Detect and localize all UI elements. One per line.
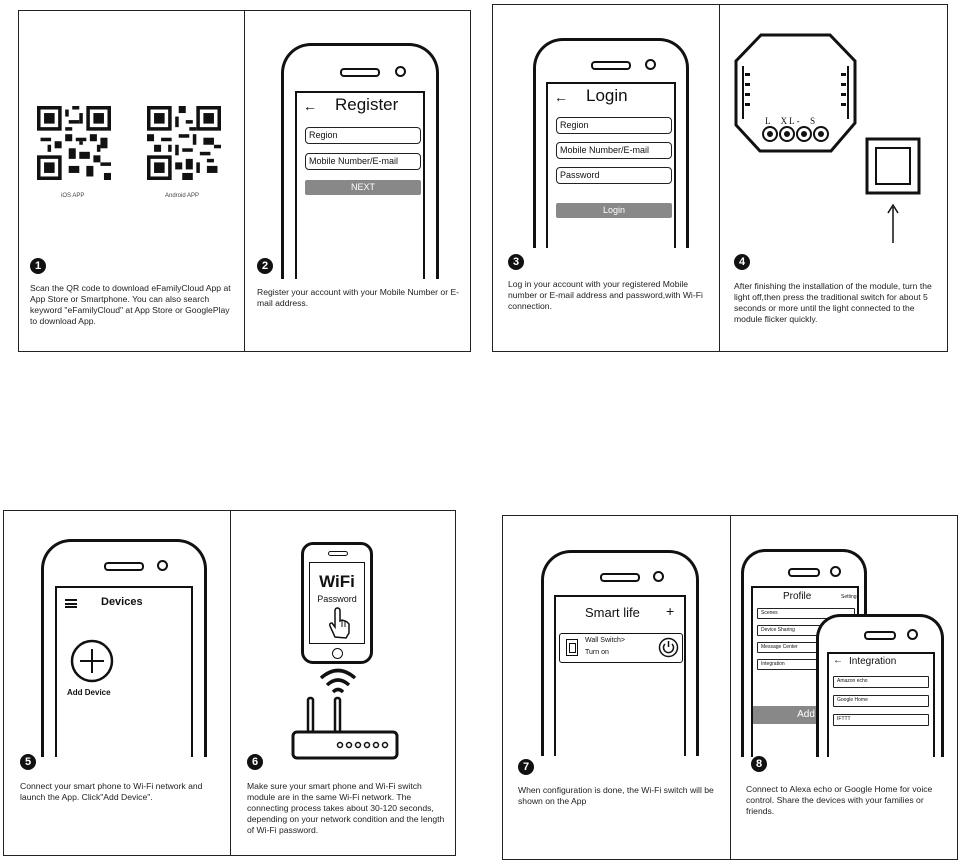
home-button (332, 648, 343, 659)
smart-life-title: Smart life (585, 605, 640, 620)
next-button[interactable]: NEXT (305, 180, 421, 195)
integration-item-google-home[interactable]: Google Home (833, 695, 929, 707)
step-number-7: 7 (518, 759, 534, 775)
step-4-text: After finishing the installation of the module, turn the light off,then press the traditional switch for about 5 seconds or more until the light connected to the module flicker quickly. (734, 281, 932, 324)
step-number-5: 5 (20, 754, 36, 770)
step-number-4: 4 (734, 254, 750, 270)
add-button[interactable]: Add (753, 706, 859, 724)
instruction-sheet-b (492, 4, 948, 352)
phone-devices (41, 539, 207, 757)
register-title: Register (335, 95, 399, 114)
password-label: Password (317, 594, 357, 604)
step-number-6: 6 (247, 754, 263, 770)
register-screen (295, 91, 425, 279)
back-arrow-icon[interactable]: ← (303, 98, 317, 114)
phone-speaker (600, 573, 640, 582)
step-5-text: Connect your smart phone to Wi-Fi network and launch the App. Click"Add Device". (20, 781, 203, 802)
instruction-sheet-c (3, 510, 456, 856)
phone-camera (907, 629, 918, 640)
device-state: Turn on (585, 649, 609, 656)
integration-title: Integration (849, 656, 897, 667)
step-1-text: Scan the QR code to download eFamilyCloud App at App Store or Smartphone. You can also search keyword "eFamilyCloud" at App Store or GooglePlay to download App. (30, 283, 231, 326)
terminal-labels: L XL- S (765, 116, 818, 126)
phone-integration (816, 614, 944, 757)
phone-speaker (788, 568, 820, 577)
password-field[interactable]: Password (556, 167, 672, 184)
wifi-label: WiFi (319, 572, 355, 591)
region-field[interactable]: Region (556, 117, 672, 134)
add-plus-icon[interactable]: + (666, 603, 675, 619)
phone-camera (830, 566, 841, 577)
wifi-signal-icon (317, 666, 359, 696)
step-7-text: When configuration is done, the Wi-Fi switch will be shown on the App (518, 785, 714, 806)
ios-qr-code (37, 106, 111, 180)
phone-speaker (104, 562, 144, 571)
power-icon[interactable] (658, 637, 679, 658)
tap-hand-icon (326, 607, 352, 641)
login-screen (546, 82, 676, 248)
phone-camera (157, 560, 168, 571)
region-field[interactable]: Region (305, 127, 421, 144)
login-title: Login (586, 86, 628, 105)
integration-item-ifttt[interactable]: IFTTT (833, 714, 929, 726)
phone-speaker (864, 631, 896, 640)
panel-divider (230, 511, 231, 855)
panel-divider (244, 11, 245, 351)
phone-camera (395, 66, 406, 77)
devices-screen (55, 586, 193, 757)
step-2-text: Register your account with your Mobile Number or E-mail address. (257, 287, 460, 308)
step-number-2: 2 (257, 258, 273, 274)
panel-divider (719, 5, 720, 351)
integration-screen (827, 652, 935, 757)
phone-login (533, 38, 689, 248)
switch-module-illustration (733, 31, 858, 156)
step-number-3: 3 (508, 254, 524, 270)
step-number-1: 1 (30, 258, 46, 274)
back-arrow-icon[interactable]: ← (833, 655, 843, 666)
ios-app-caption: iOS APP (61, 193, 85, 199)
profile-item-integration[interactable]: Integration (757, 659, 855, 670)
panel-divider (730, 516, 731, 859)
step-3-text: Log in your account with your registered Mobile number or E-mail address and password,with Wi-Fi connection. (508, 279, 703, 311)
router-icon (290, 694, 400, 764)
mobile-email-field[interactable]: Mobile Number/E-mail (305, 153, 421, 170)
switch-device-icon (566, 639, 578, 656)
device-name: Wall Switch> (585, 637, 626, 644)
phone-speaker (591, 61, 631, 70)
mobile-email-field[interactable]: Mobile Number/E-mail (556, 142, 672, 159)
instruction-sheet-a (18, 10, 471, 352)
login-button[interactable]: Login (556, 203, 672, 218)
wifi-phone-screen (309, 562, 365, 644)
phone-register (281, 43, 439, 279)
profile-item-scenes[interactable]: Scenes (757, 608, 855, 619)
wall-switch-card[interactable] (559, 633, 683, 663)
profile-item-device-sharing[interactable]: Device Sharing (757, 625, 855, 636)
step-number-8: 8 (751, 756, 767, 772)
profile-title: Profile (783, 591, 812, 602)
add-device-label[interactable]: Add Device (67, 688, 111, 697)
phone-speaker (328, 551, 348, 556)
phone-speaker (340, 68, 380, 77)
profile-item-message-center[interactable]: Message Center (757, 642, 855, 653)
phone-smart-life (541, 550, 699, 756)
step-6-text: Make sure your smart phone and Wi-Fi switch module are in the same Wi-Fi network. The connecting process takes about 30-120 seconds, depending on your network condition and the length of Wi-Fi password. (247, 781, 445, 835)
settings-link[interactable]: Settings (841, 594, 860, 600)
devices-title: Devices (101, 596, 143, 608)
android-app-caption: Android APP (165, 193, 200, 199)
back-arrow-icon[interactable]: ← (554, 89, 568, 105)
smart-life-screen (554, 595, 686, 756)
phone-camera (645, 59, 656, 70)
android-qr-code (147, 106, 221, 180)
instruction-sheet-d (502, 515, 958, 860)
integration-item-amazon-echo[interactable]: Amazon echo (833, 676, 929, 688)
menu-icon[interactable] (65, 599, 77, 608)
phone-camera (653, 571, 664, 582)
wall-switch-icon (863, 135, 923, 245)
step-8-text: Connect to Alexa echo or Google Home for voice control. Share the devices with your families or friends. (746, 784, 933, 816)
wifi-phone (301, 542, 373, 664)
add-device-plus-icon[interactable] (69, 638, 115, 684)
